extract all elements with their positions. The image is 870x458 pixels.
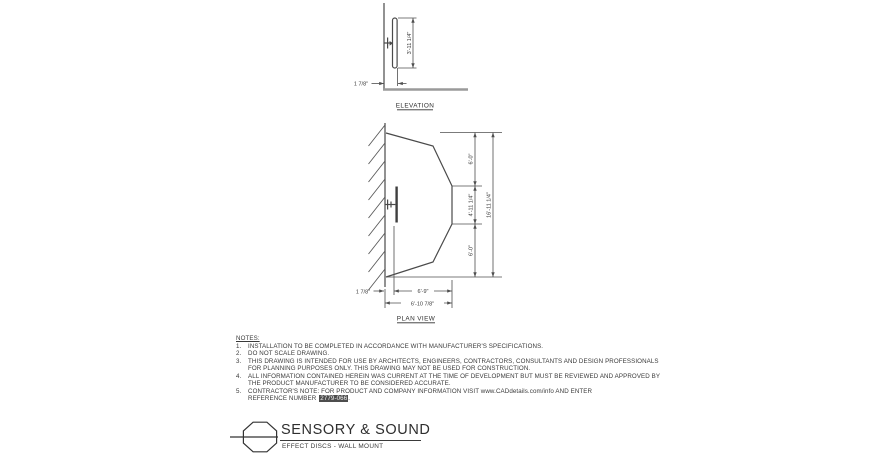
note-text: THIS DRAWING IS INTENDED FOR USE BY ARCHITECTS, ENGINEERS, CONTRACTORS, CONSULTANTS AND DESIGN PROFESSIONALS [248, 357, 659, 365]
plan-bottom-segment-dim: 6'-0" [468, 245, 475, 256]
note-number: 1. [236, 342, 242, 350]
note-5-continued [236, 395, 666, 403]
note-number: 5. [236, 387, 242, 395]
plan-overall-height-dim: 16'-11 1/4" [486, 192, 493, 218]
plan-top-segment-dim: 6'-0" [468, 153, 475, 165]
plan-bottom-dimensions [356, 226, 452, 308]
note-5 [236, 388, 666, 396]
title-divider [280, 440, 421, 441]
company-logo [228, 416, 288, 458]
plan-label: PLAN VIEW [396, 315, 436, 323]
effect-disc-side [393, 18, 398, 68]
reference-suffix: . [348, 395, 351, 403]
notes-heading: NOTES: [236, 335, 260, 342]
note-1 [236, 343, 666, 351]
plan-disc-to-edge-dim: 6'-9" [417, 289, 429, 296]
wall-mount-bracket [384, 38, 393, 49]
elevation-wall-offset-dim: 1 7/8" [353, 81, 369, 88]
note-number: 3. [236, 357, 242, 365]
drawing-title: SENSORY & SOUND [281, 422, 431, 438]
elevation-offset-dimension [354, 68, 407, 88]
elevation-view [354, 3, 468, 110]
note-text: ALL INFORMATION CONTAINED HEREIN WAS CURRENT AT THE TIME OF DEVELOPMENT BUT MUST BE REVIEWED AND APPROVED BY [248, 372, 661, 380]
plan-middle-segment-dim: 4'-11 1/4" [468, 193, 475, 217]
octagon-logo-icon [230, 422, 278, 452]
note-3-continued: FOR PLANNING PURPOSES ONLY. THIS DRAWING MAY NOT BE USED FOR CONSTRUCTION. [248, 365, 531, 373]
note-text: INSTALLATION TO BE COMPLETED IN ACCORDANCE WITH MANUFACTURER'S SPECIFICATIONS. [248, 342, 544, 350]
plan-wall-to-edge-dim: 6'-10 7/8" [410, 301, 435, 308]
reference-label: REFERENCE NUMBER [248, 395, 317, 403]
note-text: DO NOT SCALE DRAWING. [248, 350, 330, 358]
note-3 [236, 358, 666, 366]
plan-mount-bracket [385, 200, 395, 210]
note-text: CONTRACTOR'S NOTE: FOR PRODUCT AND COMPANY INFORMATION VISIT www.CADdetails.com/info AND ENTER [248, 387, 593, 395]
note-4 [236, 373, 666, 381]
elevation-height-dimension [398, 18, 417, 68]
drawing-subtitle: EFFECT DISCS - WALL MOUNT [282, 443, 384, 450]
elevation-disc-height-dim: 3'-11 1/4" [406, 31, 413, 55]
reference-number-badge: 2779-066 [320, 395, 348, 403]
note-number: 2. [236, 350, 242, 358]
wall-hatching [369, 125, 386, 290]
cad-drawing [330, 0, 522, 334]
note-2 [236, 350, 666, 358]
elevation-label: ELEVATION [395, 102, 435, 110]
plan-right-dimensions [386, 133, 502, 278]
notes-section [236, 335, 666, 403]
plan-view [356, 123, 502, 323]
note-4-continued: THE PRODUCT MANUFACTURER TO BE CONSIDERED ACCURATE. [248, 380, 451, 388]
plan-wall-offset-dim: 1 7/8" [355, 289, 371, 296]
note-number: 4. [236, 372, 242, 380]
